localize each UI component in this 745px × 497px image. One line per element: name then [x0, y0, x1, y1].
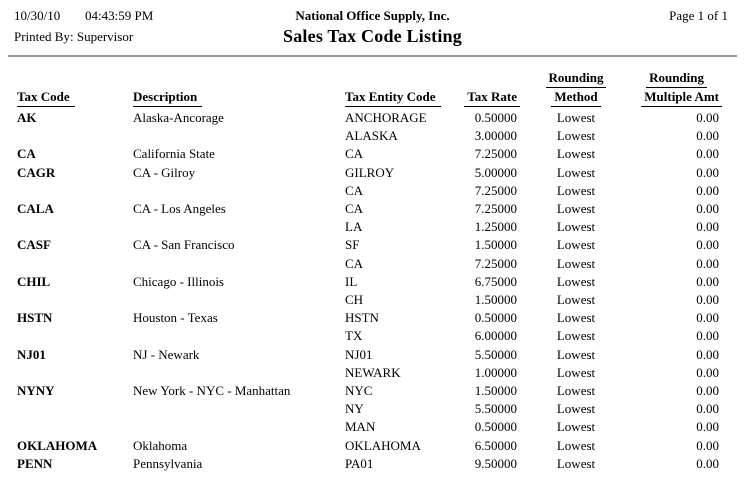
cell-tax-code: OKLAHOMA: [17, 437, 98, 453]
cell-tax-rate: 6.00000: [474, 328, 517, 344]
cell-tax-rate: 1.50000: [474, 292, 517, 308]
cell-description: [133, 418, 345, 436]
page-indicator: Page 1 of 1: [669, 8, 728, 23]
cell-rounding-method: Lowest: [556, 128, 596, 144]
cell-entity-code: NEWARK: [345, 364, 401, 380]
cell-multiple-amt: 0.00: [696, 255, 719, 271]
cell-rounding-method: Lowest: [556, 328, 596, 344]
cell-description: [133, 400, 345, 418]
cell-multiple-amt: 0.00: [696, 310, 719, 326]
cell-tax-rate: 0.50000: [474, 310, 517, 326]
cell-multiple-amt: 0.00: [696, 364, 719, 380]
cell-tax-code: CHIL: [17, 273, 51, 289]
cell-tax-rate: 0.50000: [474, 110, 517, 125]
cell-tax-rate: 6.75000: [474, 273, 517, 289]
cell-tax-rate: 5.50000: [474, 346, 517, 362]
report-time: 04:43:59 PM: [85, 8, 154, 23]
cell-entity-code: PA01: [345, 455, 374, 471]
cell-rounding-method: Lowest: [556, 401, 596, 417]
cell-multiple-amt: 0.00: [696, 201, 719, 217]
cell-multiple-amt: 0.00: [696, 219, 719, 235]
cell-description: CA - Gilroy: [133, 164, 196, 180]
table-row: [17, 255, 722, 273]
report-date: 10/30/10: [14, 8, 61, 23]
cell-entity-code: OKLAHOMA: [345, 437, 421, 453]
cell-tax-rate: 9.50000: [474, 455, 517, 471]
cell-rounding-method: Lowest: [556, 255, 596, 271]
cell-tax-code: PENN: [17, 455, 53, 471]
cell-entity-code: CA: [345, 182, 364, 198]
cell-tax-rate: 5.50000: [474, 401, 517, 417]
cell-tax-code: NYNY: [17, 383, 55, 399]
cell-tax-code: [17, 127, 133, 145]
cell-tax-rate: 7.25000: [474, 182, 517, 198]
cell-rounding-method: Lowest: [556, 146, 596, 162]
table-row: [17, 418, 722, 436]
table-body: [17, 109, 722, 473]
col-header-tax-entity-code: Tax Entity Code: [345, 63, 462, 109]
table-row: [17, 382, 722, 400]
cell-description: [133, 327, 345, 345]
cell-tax-rate: 1.50000: [474, 383, 517, 399]
cell-multiple-amt: 0.00: [696, 401, 719, 417]
cell-tax-rate: 7.25000: [474, 255, 517, 271]
cell-rounding-method: Lowest: [556, 182, 596, 198]
cell-entity-code: ALASKA: [345, 128, 398, 144]
cell-tax-code: CALA: [17, 201, 54, 217]
cell-entity-code: SF: [345, 237, 360, 253]
header-row: [17, 63, 722, 109]
cell-tax-rate: 7.25000: [474, 146, 517, 162]
table-row: [17, 273, 722, 291]
cell-description: [133, 182, 345, 200]
cell-multiple-amt: 0.00: [696, 292, 719, 308]
table-header: [17, 63, 722, 109]
cell-multiple-amt: 0.00: [696, 182, 719, 198]
cell-rounding-method: Lowest: [556, 219, 596, 235]
cell-multiple-amt: 0.00: [696, 419, 719, 435]
table-row: [17, 309, 722, 327]
table-row: [17, 109, 722, 127]
cell-rounding-method: Lowest: [556, 292, 596, 308]
cell-entity-code: NY: [345, 401, 364, 417]
cell-multiple-amt: 0.00: [696, 437, 719, 453]
cell-rounding-method: Lowest: [556, 164, 596, 180]
col-header-tax-rate: Tax Rate: [462, 63, 520, 109]
cell-tax-rate: 1.25000: [474, 219, 517, 235]
cell-tax-code: HSTN: [17, 310, 53, 326]
cell-multiple-amt: 0.00: [696, 273, 719, 289]
cell-multiple-amt: 0.00: [696, 164, 719, 180]
report-title: Sales Tax Code Listing: [283, 26, 462, 46]
col-header-rounding-multiple-amt: Rounding Multiple Amt: [632, 63, 722, 109]
cell-tax-rate: 0.50000: [474, 419, 517, 435]
cell-multiple-amt: 0.00: [696, 455, 719, 471]
cell-entity-code: HSTN: [345, 310, 379, 326]
cell-description: [133, 255, 345, 273]
table-row: [17, 218, 722, 236]
cell-description: NJ - Newark: [133, 346, 200, 362]
table-row: [17, 400, 722, 418]
cell-multiple-amt: 0.00: [696, 128, 719, 144]
cell-tax-rate: 1.00000: [474, 364, 517, 380]
cell-tax-code: [17, 182, 133, 200]
cell-entity-code: GILROY: [345, 164, 395, 180]
cell-rounding-method: Lowest: [556, 346, 596, 362]
company-name: National Office Supply, Inc.: [295, 8, 450, 23]
table-row: [17, 291, 722, 309]
table-row: [17, 145, 722, 163]
cell-rounding-method: Lowest: [556, 237, 596, 253]
report-header: [0, 0, 745, 55]
table-row: [17, 127, 722, 145]
table-row: [17, 327, 722, 345]
cell-multiple-amt: 0.00: [696, 146, 719, 162]
cell-tax-code: AK: [17, 110, 37, 125]
table-row: [17, 346, 722, 364]
cell-rounding-method: Lowest: [556, 310, 596, 326]
cell-entity-code: NYC: [345, 383, 373, 399]
cell-entity-code: IL: [345, 273, 358, 289]
cell-rounding-method: Lowest: [556, 273, 596, 289]
table-row: [17, 200, 722, 218]
cell-description: Alaska-Ancorage: [133, 110, 224, 125]
cell-tax-code: [17, 327, 133, 345]
cell-multiple-amt: 0.00: [696, 383, 719, 399]
cell-description: CA - San Francisco: [133, 237, 235, 253]
col-header-description: Description: [133, 63, 345, 109]
cell-tax-rate: 1.50000: [474, 237, 517, 253]
cell-description: CA - Los Angeles: [133, 201, 226, 217]
cell-multiple-amt: 0.00: [696, 237, 719, 253]
header-rule: [8, 55, 737, 57]
cell-description: [133, 218, 345, 236]
cell-entity-code: ANCHORAGE: [345, 110, 427, 125]
cell-tax-code: [17, 364, 133, 382]
cell-rounding-method: Lowest: [556, 419, 596, 435]
cell-description: [133, 364, 345, 382]
cell-tax-code: CASF: [17, 237, 51, 253]
table-row: [17, 182, 722, 200]
cell-tax-rate: 7.25000: [474, 201, 517, 217]
tax-code-table: [17, 63, 722, 473]
cell-description: Pennsylvania: [133, 455, 203, 471]
cell-rounding-method: Lowest: [556, 437, 596, 453]
cell-tax-rate: 6.50000: [474, 437, 517, 453]
cell-entity-code: TX: [345, 328, 363, 344]
cell-entity-code: CA: [345, 255, 364, 271]
cell-entity-code: NJ01: [345, 346, 373, 362]
cell-entity-code: CA: [345, 146, 364, 162]
cell-tax-code: [17, 400, 133, 418]
cell-description: Houston - Texas: [133, 310, 218, 326]
cell-rounding-method: Lowest: [556, 364, 596, 380]
table-row: [17, 364, 722, 382]
cell-rounding-method: Lowest: [556, 455, 596, 471]
cell-tax-code: NJ01: [17, 346, 46, 362]
cell-tax-code: [17, 291, 133, 309]
printed-by: Printed By: Supervisor: [14, 29, 134, 44]
cell-multiple-amt: 0.00: [696, 110, 719, 125]
cell-description: New York - NYC - Manhattan: [133, 383, 291, 399]
table-row: [17, 437, 722, 455]
cell-rounding-method: Lowest: [556, 383, 596, 399]
cell-entity-code: CA: [345, 201, 364, 217]
cell-tax-rate: 3.00000: [474, 128, 517, 144]
cell-entity-code: CH: [345, 292, 364, 308]
cell-description: [133, 127, 345, 145]
cell-entity-code: MAN: [345, 419, 376, 435]
cell-description: California State: [133, 146, 215, 162]
table-row: [17, 236, 722, 254]
cell-rounding-method: Lowest: [556, 201, 596, 217]
col-header-tax-code: Tax Code: [17, 63, 133, 109]
cell-tax-code: CA: [17, 146, 36, 162]
cell-multiple-amt: 0.00: [696, 346, 719, 362]
header-center-block: [0, 8, 745, 47]
cell-description: Oklahoma: [133, 437, 188, 453]
cell-rounding-method: Lowest: [556, 110, 596, 125]
cell-tax-code: CAGR: [17, 164, 56, 180]
cell-description: Chicago - Illinois: [133, 273, 224, 289]
cell-tax-rate: 5.00000: [474, 164, 517, 180]
cell-tax-code: [17, 218, 133, 236]
cell-tax-code: [17, 255, 133, 273]
cell-tax-code: [17, 418, 133, 436]
cell-multiple-amt: 0.00: [696, 328, 719, 344]
table-row: [17, 164, 722, 182]
table-row: [17, 455, 722, 473]
cell-description: [133, 291, 345, 309]
cell-entity-code: LA: [345, 219, 363, 235]
col-header-rounding-method: Rounding Method: [520, 63, 632, 109]
